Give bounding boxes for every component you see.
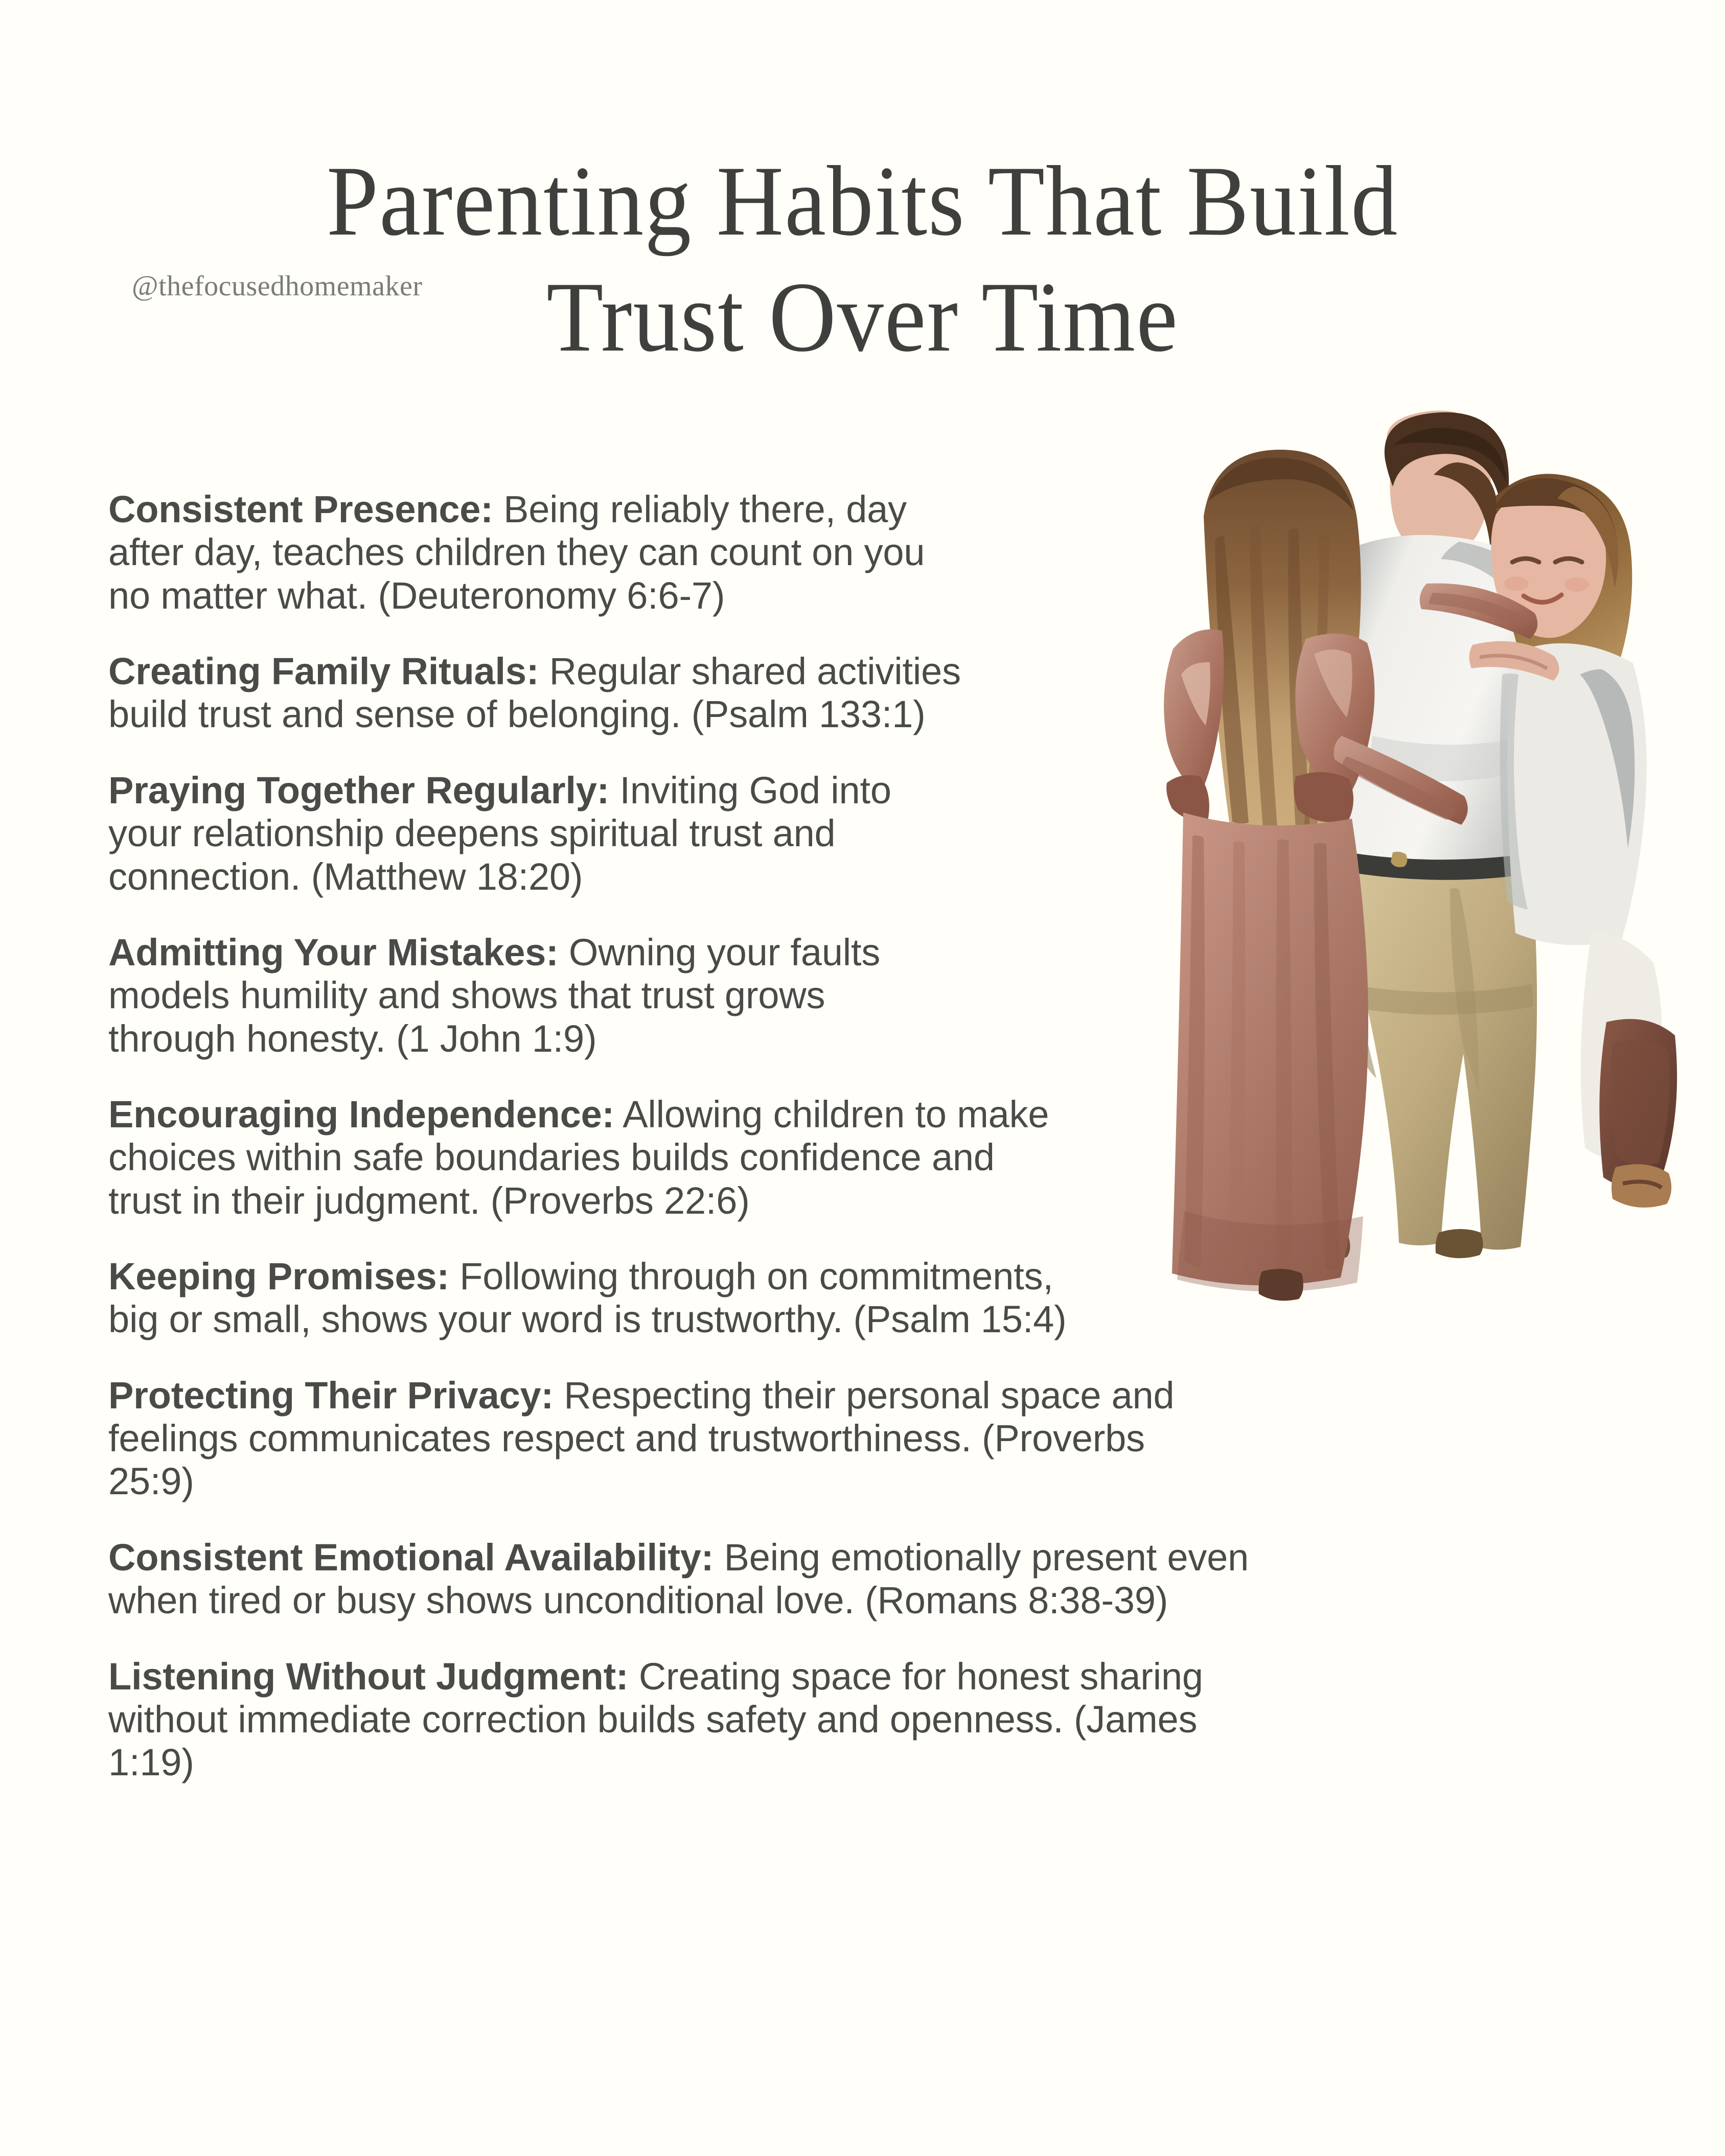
habit-description: Respecting their personal space and feelings communicates respect and trustworthiness. (Proverbs 25:9) bbox=[108, 1374, 1175, 1503]
page-title bbox=[0, 143, 1725, 376]
habit-item bbox=[108, 1255, 1069, 1341]
social-handle: @thefocusedhomemaker bbox=[132, 270, 423, 302]
habit-term: Listening Without Judgment: bbox=[108, 1655, 629, 1698]
habit-description: Creating space for honest sharing without immediate correction builds safety and openness. (James 1:19) bbox=[108, 1655, 1203, 1784]
habits-list bbox=[108, 488, 1642, 1817]
habit-description: Owning your faults models humility and shows that trust grows through honesty. (1 John 1:9) bbox=[108, 931, 881, 1060]
habit-description: Being emotionally present even when tired or busy shows unconditional love. (Romans 8:38-39) bbox=[108, 1536, 1249, 1622]
habit-item bbox=[108, 1655, 1279, 1784]
habit-term: Praying Together Regularly: bbox=[108, 769, 610, 812]
habit-term: Admitting Your Mistakes: bbox=[108, 931, 559, 973]
habit-item bbox=[108, 769, 926, 898]
habit-item bbox=[108, 1093, 1074, 1222]
habit-item bbox=[108, 650, 987, 736]
habit-description: Following through on commitments, big or small, shows your word is trustworthy. (Psalm 15:4) bbox=[108, 1255, 1067, 1341]
habit-description: Regular shared activities build trust and sense of belonging. (Psalm 133:1) bbox=[108, 650, 961, 736]
title-line-1: Parenting Habits That Build bbox=[326, 146, 1399, 257]
habit-item bbox=[108, 488, 926, 617]
habit-term: Consistent Presence: bbox=[108, 488, 493, 530]
habit-term: Consistent Emotional Availability: bbox=[108, 1536, 714, 1579]
habit-term: Encouraging Independence: bbox=[108, 1093, 614, 1135]
habit-term: Protecting Their Privacy: bbox=[108, 1374, 554, 1417]
habit-item bbox=[108, 931, 906, 1060]
habit-item bbox=[108, 1536, 1253, 1622]
habit-description: Inviting God into your relationship deepens spiritual trust and connection. (Matthew 18:20) bbox=[108, 769, 891, 898]
habit-term: Keeping Promises: bbox=[108, 1255, 449, 1298]
title-line-2: Trust Over Time bbox=[546, 262, 1179, 373]
habit-item bbox=[108, 1374, 1202, 1503]
habit-description: Being reliably there, day after day, teaches children they can count on you no matter what. (Deuteronomy 6:6-7) bbox=[108, 488, 925, 617]
habit-description: Allowing children to make choices within safe boundaries builds confidence and trust in their judgment. (Proverbs 22:6) bbox=[108, 1093, 1049, 1222]
habit-term: Creating Family Rituals: bbox=[108, 650, 539, 693]
